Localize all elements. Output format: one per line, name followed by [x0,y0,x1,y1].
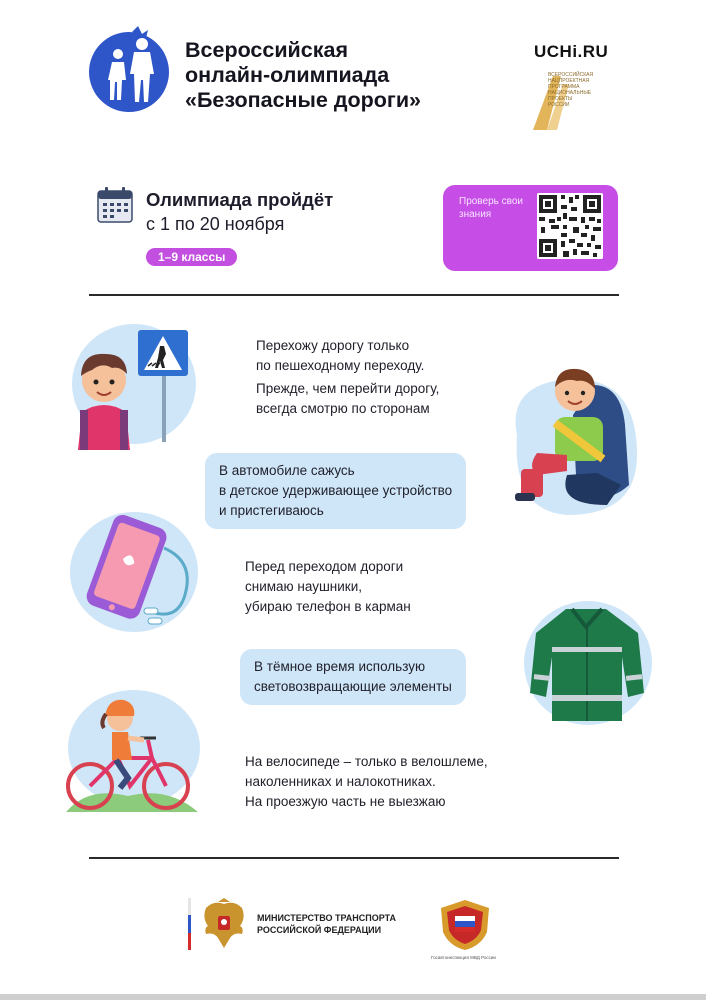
rule-look: Прежде, чем перейти дорогу, всегда смотрю по сторонам [256,381,440,416]
rule-bicycle: На велосипеде – только в велошлеме, наколенниках и налокотниках. На проезжую часть не выезжаю [245,754,488,809]
title-line-2: онлайн-олимпиада [185,63,390,87]
rule-reflective-bubble: В тёмное время использую световозвращающие элементы [240,649,466,705]
girl-bicycle-illustration [58,688,206,814]
child-car-seat-illustration [497,355,647,521]
grades-badge: 1–9 классы [146,248,237,266]
uchi-brand-logo: UCHi.RU [534,42,609,61]
divider-bottom [89,857,619,859]
russian-flag-stripe [188,898,191,950]
ministry-name: МИНИСТЕРСТВО ТРАНСПОРТА РОССИЙСКОЙ ФЕДЕРАЦИИ [257,913,397,935]
phone-headphones-illustration [64,508,204,636]
divider-top [89,294,619,296]
coat-of-arms-emblem [200,898,248,950]
reflective-jacket-illustration [510,597,654,731]
rule-car-seat-bubble: В автомобиле сажусь в детское удерживающее устройство и пристегиваюсь [205,453,466,529]
qr-card-text: Проверь свои знания [459,196,523,220]
boy-crossing-illustration [64,322,204,450]
national-projects-text: ВСЕРОССИЙСКАЯ НАЦПРОЕКТНАЯ ПРОГРАММА НАЦИОНАЛЬНЫЕ ПРОЕКТЫ РОССИИ [548,72,594,108]
olympiad-dates: с 1 по 20 ноября [146,214,285,234]
calendar-icon [97,186,133,224]
olympiad-logo [88,22,170,114]
title-line-1: Всероссийская [185,38,348,62]
bottom-edge-strip [0,994,706,1000]
page-title [185,38,421,113]
title-line-3: «Безопасные дороги» [185,88,422,112]
olympiad-heading: Олимпиада пройдёт [146,189,334,210]
qr-code-icon[interactable] [537,193,603,259]
rule-phone: Перед переходом дороги снимаю наушники, убираю телефон в карман [245,559,411,614]
gibdd-emblem [437,898,493,952]
gibdd-caption: Госавтоинспекция МВД России [431,955,496,960]
rule-crossing: Перехожу дорогу только по пешеходному переходу. [256,338,425,373]
